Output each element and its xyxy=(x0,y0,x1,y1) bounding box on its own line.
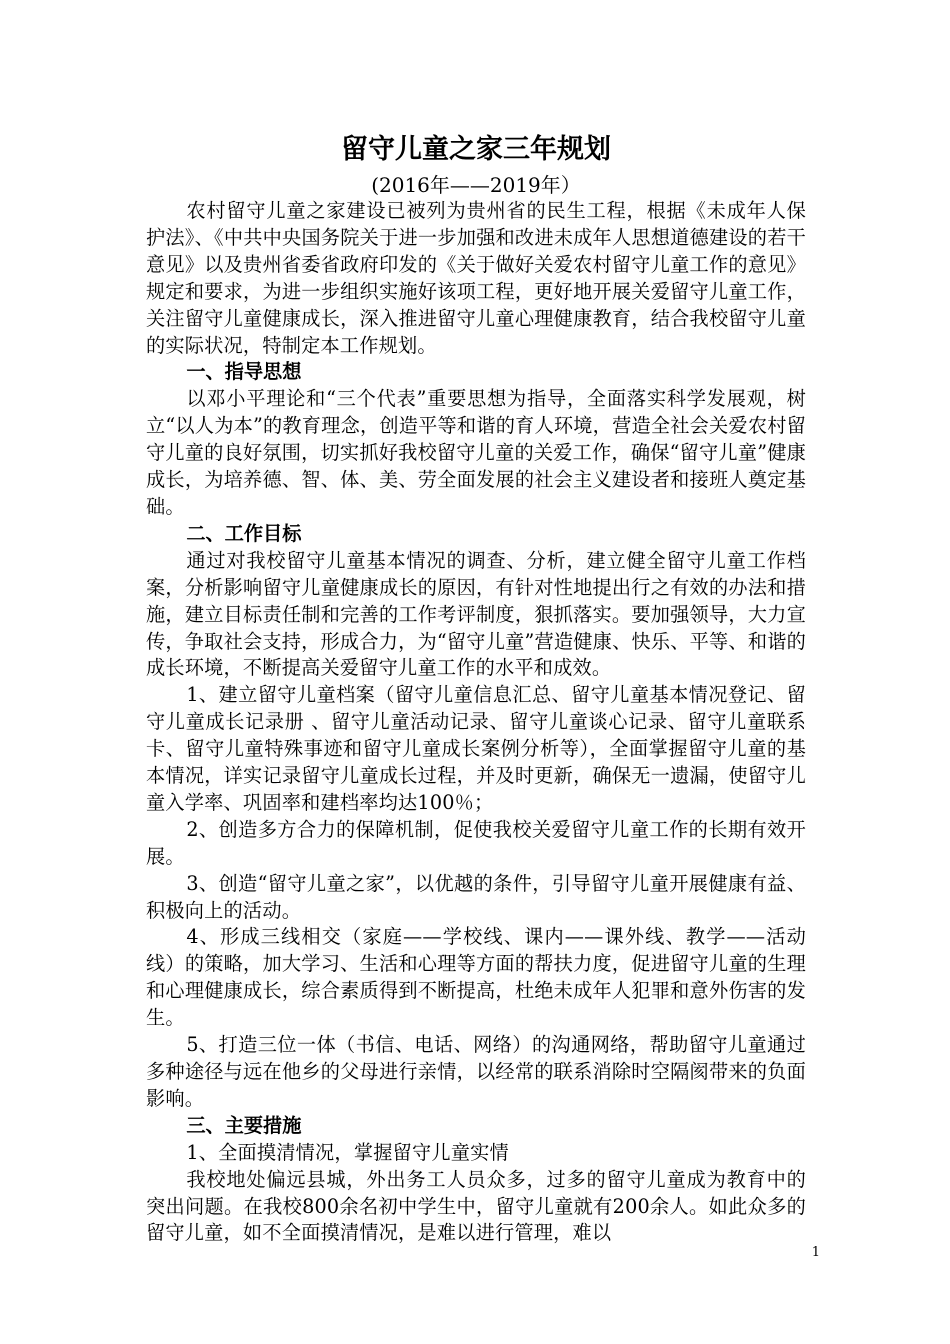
goal-item-1: 1、建立留守儿童档案（留守儿童信息汇总、留守儿童基本情况登记、留守儿童成长记录册 、留守儿童活动记录、留守儿童谈心记录、留守儿童联系卡、留守儿童特殊事迹和留守儿童成长案例分析等），全面掌握留守儿童的基本情况，详实记录留守儿童成长过程，并及时更新，确保无一遗漏，使留守儿童入学率、巩固率和建档率均达100％； xyxy=(146,683,806,814)
work-goals-paragraph: 通过对我校留守儿童基本情况的调查、分析，建立健全留守儿童工作档案，分析影响留守儿童健康成长的原因，有针对性地提出行之有效的办法和措施，建立目标责任制和完善的工作考评制度，狠抓落实。要加强领导，大力宣传，争取社会支持，形成合力，为“留守儿童”营造健康、快乐、平等、和谐的成长环境，不断提高关爱留守儿童工作的水平和成效。 xyxy=(146,548,806,680)
document-title: 留守儿童之家三年规划 xyxy=(341,134,611,165)
goal-item-2: 2、创造多方合力的保障机制，促使我校关爱留守儿童工作的长期有效开展。 xyxy=(146,817,806,868)
guiding-ideology-paragraph: 以邓小平理论和“三个代表”重要思想为指导，全面落实科学发展观，树立“以人为本”的教育理念，创造平等和谐的育人环境，营造全社会关爱农村留守儿童的良好氛围，切实抓好我校留守儿童的关爱工作，确保“留守儿童”健康成长，为培养德、智、体、美、劳全面发展的社会主义建设者和接班人奠定基础。 xyxy=(146,387,806,518)
goal-item-4: 4、形成三线相交（家庭——学校线、课内——课外线、教学——活动线）的策略，加大学习、生活和心理等方面的帮扶力度，促进留守儿童的生理和心理健康成长，综合素质得到不断提高，杜绝未成年人犯罪和意外伤害的发生。 xyxy=(146,925,806,1030)
section-heading-work-goals: 二、工作目标 xyxy=(186,521,302,545)
measure-1-paragraph: 我校地处偏远县城，外出务工人员众多，过多的留守儿童成为教育中的突出问题。在我校800余名初中学生中，留守儿童就有200余人。如此众多的留守儿童，如不全面摸清情况，是难以进行管理，难以 xyxy=(146,1167,806,1245)
document-subtitle: (2016年——2019年） xyxy=(371,173,581,197)
document-body xyxy=(146,128,806,1247)
goal-item-3: 3、创造“留守儿童之家”，以优越的条件，引导留守儿童开展健康有益、积极向上的活动。 xyxy=(146,871,806,922)
section-heading-main-measures: 三、主要措施 xyxy=(186,1113,302,1137)
page-number: 1 xyxy=(811,1245,820,1260)
intro-paragraph: 农村留守儿童之家建设已被列为贵州省的民生工程，根据《未成年人保护法》、《中共中央国务院关于进一步加强和改进未成年人思想道德建设的若干意见》以及贵州省委省政府印发的《关于做好关爱农村留守儿童工作的意见》规定和要求，为进一步组织实施好该项工程，更好地开展关爱留守儿童工作，关注留守儿童健康成长，深入推进留守儿童心理健康教育，结合我校留守儿童的实际状况，特制定本工作规划。 xyxy=(146,199,806,357)
section-heading-guiding-ideology: 一、指导思想 xyxy=(186,360,302,384)
measure-1-heading: 1、全面摸清情况，掌握留守儿童实情 xyxy=(186,1140,509,1164)
goal-item-5: 5、打造三位一体（书信、电话、网络）的沟通网络，帮助留守儿童通过多种途径与远在他乡的父母进行亲情，以经常的联系消除时空隔阂带来的负面影响。 xyxy=(146,1033,806,1110)
